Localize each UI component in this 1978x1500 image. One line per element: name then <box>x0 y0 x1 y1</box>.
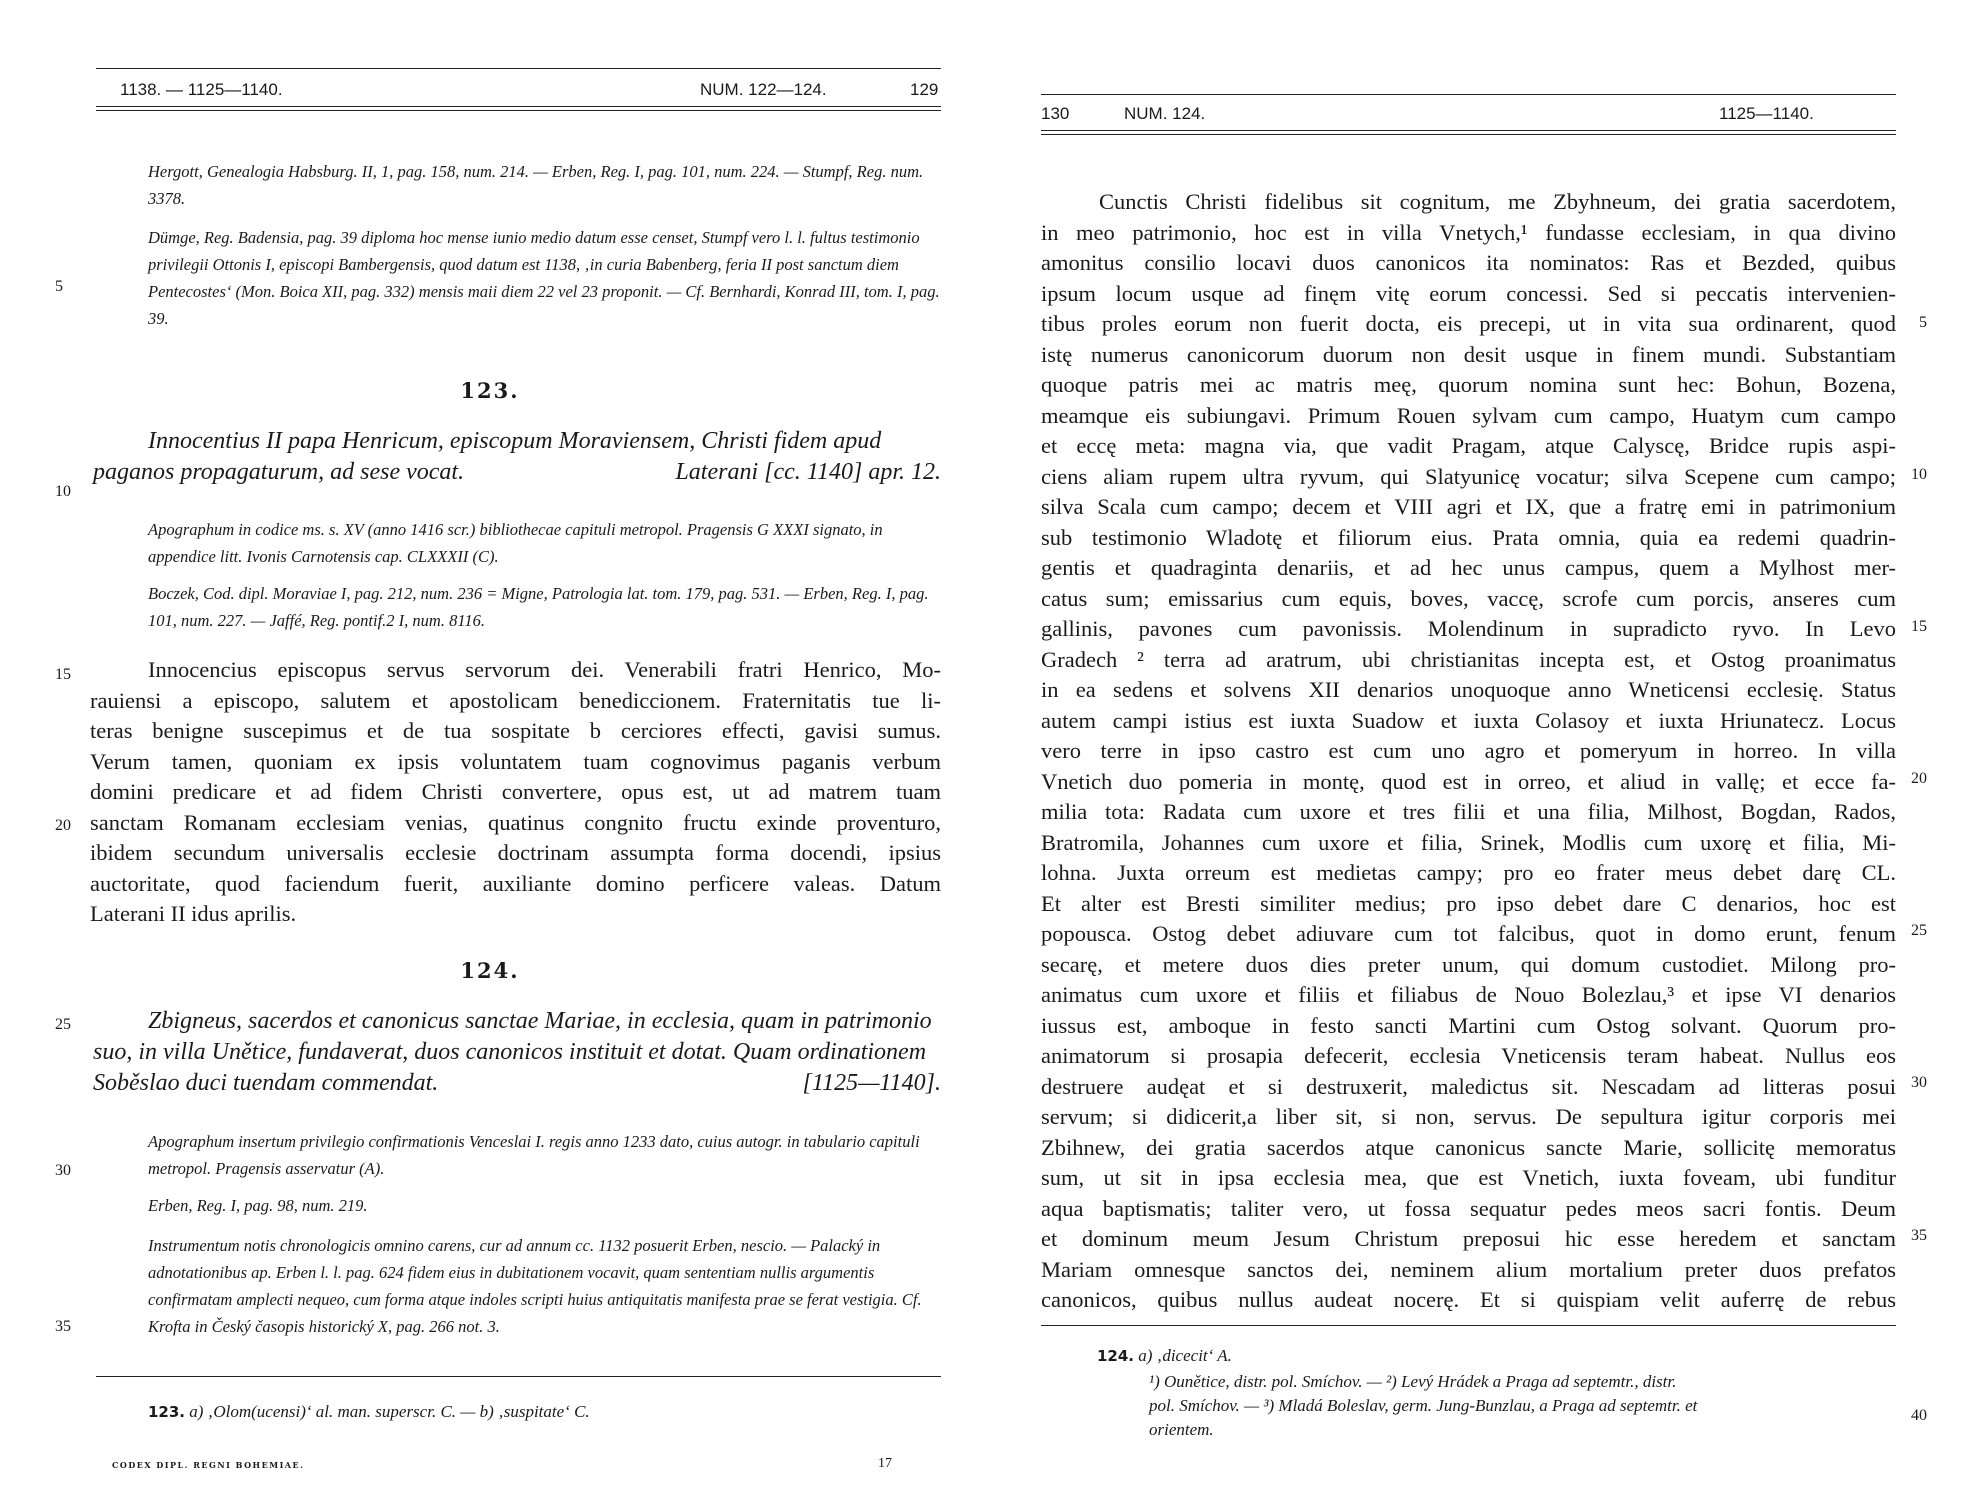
text-line: catus sum; emissarius cum equis, boves, vaccę, scrofe cum porcis, anseres cum <box>1041 585 1896 611</box>
header-rule-top <box>96 68 941 69</box>
document-text-123 <box>90 655 941 930</box>
regest-text: Innocentius II papa Henricum, episcopum Moraviensem, Christi fidem apud paganos propagaturum, ad sese vocat. <box>93 428 882 485</box>
header-rule-top <box>1041 94 1896 95</box>
running-head-center: NUM. 122—124. <box>700 80 827 99</box>
line-number: 10 <box>1911 466 1927 483</box>
text-line: et dominum meum Jesum Christum preposui hic esse heredem et sanctam <box>1041 1226 1896 1251</box>
line-number: 15 <box>1911 618 1927 635</box>
line-number: 5 <box>55 278 63 295</box>
text-line: sub testimonio Wladotę et filiorum eius. Prata omnia, quia ea redemi quadrin- <box>1041 524 1896 550</box>
page-number: 130 <box>1041 104 1070 123</box>
text-line: ibidem secundum universalis ecclesie doctrinam assumpta forma docendi, ipsius <box>90 840 941 865</box>
text-line: Cunctis Christi fidelibus sit cognitum, me Zbyhneum, dei gratia sacerdotem, <box>1099 189 1896 214</box>
footnote-text: a) ‚dicecit‘ A. <box>1138 1346 1232 1365</box>
text-line: ipsum locum usque ad finęm vitę eorum concessi. Sed si peccatis intervenien- <box>1041 280 1896 306</box>
text-line: animatus cum uxore et filiis et filiabus de Nouo Bolezlau,³ et ipse VI denarios <box>1041 982 1896 1007</box>
running-head-right: 1125—1140. <box>1719 104 1814 123</box>
text-line: lohna. Juxta orreum est medietas campy; pro eo frater meus debet darę CL. <box>1041 860 1896 885</box>
text-line: in ea sedens et solvens XII denarios unoquoque anno Wneticensi ecclesię. Status <box>1041 677 1896 702</box>
text-line: istę numerus canonicorum duorum non desit usque in finem mundi. Substantiam <box>1041 341 1896 367</box>
page-number: 129 <box>910 80 939 99</box>
text-line: gallinis, pavones cum pavonissis. Molendinum in supradicto ryvo. In Levo <box>1041 616 1896 641</box>
footnote-rule <box>96 1376 941 1377</box>
line-number: 10 <box>55 483 71 500</box>
text-line: rauiensi a episcopo, salutem et apostolicam benediccionem. Fraternitatis tue li- <box>90 687 941 713</box>
header-rule-double <box>1041 134 1896 135</box>
footnote-rule <box>1041 1325 1896 1326</box>
commentary-note: Instrumentum notis chronologicis omnino carens, cur ad annum cc. 1132 posuerit Erben, nescio. — Palacký in adnotationibus ap. Erben l. l. pag. 624 fidem eius in dubitationem vocavit, quam sententiam nullis argumentis confirmatam amplecti nequeo, cum forma atque indoles scripti huius antiquitatis manifesta prae se ferat vestigia. Cf. Krofta in Český časopis historický X, pag. 266 not. 3. <box>148 1236 922 1336</box>
text-line: teras benigne suscepimus et de tua sospitate b cerciores effecti, gavisi sumus. <box>90 718 941 743</box>
text-line: Innocencius episcopus servus servorum dei. Venerabili fratri Henrico, Mo- <box>148 657 941 682</box>
apograph-note: Apographum in codice ms. s. XV (anno 1416 scr.) bibliothecae capituli metropol. Pragensis G XXXI signato, in appendice litt. Ivonis Carnotensis cap. CLXXXII (C). <box>148 520 883 566</box>
text-line: auctoritate, quod faciendum fuerit, auxiliante domino perficere valeas. Datum <box>90 870 941 896</box>
text-line: iussus est, amboque in festo sancti Martini cum Ostog solvant. Quorum pro- <box>1041 1012 1896 1038</box>
text-line: servum; si didicerit,a liber sit, si non, servus. De sepultura igitur corporis mei <box>1041 1104 1896 1129</box>
line-number: 15 <box>55 666 71 683</box>
footnote-123 <box>148 1400 940 1424</box>
text-line: gentis et quadraginta denariis, et ad hec unus campus, quem a Mylhost mer- <box>1041 555 1896 580</box>
apograph-note: Apographum insertum privilegio confirmationis Venceslai I. regis anno 1233 dato, cuius autogr. in tabulario capituli metropol. Pragensis asservatur (A). <box>148 1132 920 1178</box>
text-line: sanctam Romanam ecclesiam venias, quatinus congnito fructu exinde proventuro, <box>90 809 941 835</box>
text-line: Zbihnew, dei gratia sacerdos atque canonicus sancte Marie, sollicitę memoratus <box>1041 1134 1896 1160</box>
line-number: 25 <box>1911 922 1927 939</box>
line-number: 25 <box>55 1016 71 1033</box>
text-line: animatorum si prosapia defecerit, ecclesia Vneticensis teram habeat. Nullus eos <box>1041 1043 1896 1068</box>
footnote-places <box>1149 1370 1897 1442</box>
regest-124 <box>93 1006 941 1099</box>
line-number: 30 <box>1911 1074 1927 1091</box>
text-line: Vnetich duo pomeria in montę, quod est in orreo, et aliud in vallę; et ecce fa- <box>1041 768 1896 794</box>
regest-date: [1125—1140]. <box>802 1070 941 1096</box>
printer-signature: CODEX DIPL. REGNI BOHEMIAE. <box>112 1460 305 1470</box>
text-line: quoque patris mei ac matris meę, quorum nomina sunt hec: Bohun, Bozena, <box>1041 372 1896 397</box>
text-line: vero terre in ipso castro est cum uno agro et pomeryum in horreo. In villa <box>1041 738 1896 763</box>
regest-date: Laterani [cc. 1140] apr. 12. <box>675 459 941 485</box>
text-line: et eccę meta: magna via, que vadit Pragam, atque Calyscę, Bridce rupis aspi- <box>1041 433 1896 458</box>
document-number-123: 123. <box>460 378 520 403</box>
text-line: tibus proles eorum non fuerit docta, eis precepi, ut in vita sua ordinarent, quod <box>1041 311 1896 336</box>
text-line: Laterani II idus aprilis. <box>90 901 297 926</box>
bibliography-note: Hergott, Genealogia Habsburg. II, 1, pag. 158, num. 214. — Erben, Reg. I, pag. 101, num. 224. — Stumpf, Reg. num. 3378. <box>148 162 924 208</box>
footnote-line: orientem. <box>1149 1420 1214 1439</box>
footnote-line: ¹) Ounětice, distr. pol. Smíchov. — ²) Levý Hrádek a Praga ad septemtr., distr. <box>1149 1372 1677 1391</box>
text-line: autem campi istius est iuxta Suadow et iuxta Colasoy et iuxta Hriunatecz. Locus <box>1041 707 1896 733</box>
text-line: meamque eis subiungavi. Primum Rouen sylvam cum campo, Huatym cum campo <box>1041 402 1896 428</box>
text-line: milia tota: Radata cum uxore et tres filii et una filia, Milhost, Bogdan, Rados, <box>1041 799 1896 824</box>
header-rule-bottom <box>1041 130 1896 131</box>
text-line: in meo patrimonio, hoc est in villa Vnetych,¹ fundasse ecclesiam, in qua divino <box>1041 219 1896 245</box>
header-rule-bottom <box>96 106 941 107</box>
line-number: 20 <box>1911 770 1927 787</box>
text-line: Mariam omnesque sanctos dei, neminem alium mortalium preter duos prefatos <box>1041 1256 1896 1282</box>
text-line: secarę, et metere duos dies preter unum, qui domum custodiet. Milong pro- <box>1041 951 1896 977</box>
footnote-number: 124. <box>1097 1347 1135 1365</box>
line-number: 35 <box>55 1318 71 1335</box>
footnote-line: pol. Smíchov. — ³) Mladá Boleslav, germ. Jung-Bunzlau, a Praga ad septemtr. et <box>1149 1396 1698 1415</box>
text-line: domini predicare et ad fidem Christi convertere, opus est, ut ad matrem tuam <box>90 779 941 804</box>
text-line: sum, ut sit in ipsa ecclesia mea, que est Vnetich, iuxta foveam, ubi funditur <box>1041 1165 1896 1190</box>
text-line: destruere audęat et si destruxerit, maledictus sit. Nescadam ad litteras posui <box>1041 1073 1896 1099</box>
document-number-124: 124. <box>460 958 520 983</box>
text-line: popousca. Ostog debet adiuvare cum tot falcibus, quot in domo erunt, fenum <box>1041 921 1896 946</box>
line-number: 30 <box>55 1162 71 1179</box>
text-line: Bratromila, Johannes cum uxore et filia, Srinek, Modlis cum uxorę et filia, Mi- <box>1041 829 1896 855</box>
footnote-text: a) ‚Olom(ucensi)‘ al. man. superscr. C. — b) ‚suspitate‘ C. <box>189 1402 590 1421</box>
sheet-number: 17 <box>878 1456 892 1471</box>
text-line: Gradech ² terra ad aratrum, ubi christianitas incepta est, et Ostog proanimatus <box>1041 646 1896 672</box>
running-head-center: NUM. 124. <box>1124 104 1206 123</box>
regest-text: Zbigneus, sacerdos et canonicus sanctae Mariae, in ecclesia, quam in patrimonio suo, in villa Unětice, fundaverat, duos canonicos instituit et dotat. Quam ordinationem Soběslao duci tuendam commendat. <box>93 1008 932 1096</box>
text-line: amonitus consilio locavi duos canonicos ita nominatos: Ras et Bezded, quibus <box>1041 250 1896 275</box>
regest-123 <box>93 426 941 488</box>
edition-note: Erben, Reg. I, pag. 98, num. 219. <box>148 1196 368 1215</box>
text-line: Et alter est Bresti similiter medius; pro ipso debet dare C denarios, hoc est <box>1041 890 1896 916</box>
text-line: silva Scala cum campo; decem et VIII agri et IX, que a fratrę emi in patrimonium <box>1041 494 1896 519</box>
line-number: 5 <box>1919 314 1927 331</box>
right-page <box>989 0 1978 1500</box>
footnote-number: 123. <box>148 1403 186 1421</box>
text-line: aqua baptismatis; taliter vero, ut fossa sequatur pedes meos sacri fontis. Deum <box>1041 1195 1896 1221</box>
line-number: 20 <box>55 817 71 834</box>
line-number: 35 <box>1911 1227 1927 1244</box>
commentary-note: Dümge, Reg. Badensia, pag. 39 diploma hoc mense iunio medio datum esse censet, Stumpf vero l. l. fultus testimonio privilegii Ottonis I, episcopi Bambergensis, quod datum est 1138, ‚in curia Babenberg, feria II post sanctum diem Pentecostes‘ (Mon. Boica XII, pag. 332) mensis maii diem 22 vel 23 proponit. — Cf. Bernhardi, Konrad III, tom. I, pag. 39. <box>148 228 940 328</box>
footnote-124-a <box>1097 1344 1897 1368</box>
text-line: ciens aliam rupem ultra ryvum, qui Slatyunicę vocatur; silva Scepene cum campo; <box>1041 463 1896 489</box>
text-line: Verum tamen, quoniam ex ipsis voluntatem tuam cognovimus paganis verbum <box>90 748 941 774</box>
header-rule-double <box>96 110 941 111</box>
text-line: canonicos, quibus nullus audeat nocerę. Et si quispiam velit auferrę de rebus <box>1041 1287 1896 1312</box>
document-text-124 <box>1041 187 1896 1316</box>
running-head-left: 1138. — 1125—1140. <box>120 80 283 99</box>
line-number: 40 <box>1911 1407 1927 1424</box>
edition-note: Boczek, Cod. dipl. Moraviae I, pag. 212, num. 236 = Migne, Patrologia lat. tom. 179, pag. 531. — Erben, Reg. I, pag. 101, num. 227. — Jaffé, Reg. pontif.2 I, num. 8116. <box>148 584 929 630</box>
